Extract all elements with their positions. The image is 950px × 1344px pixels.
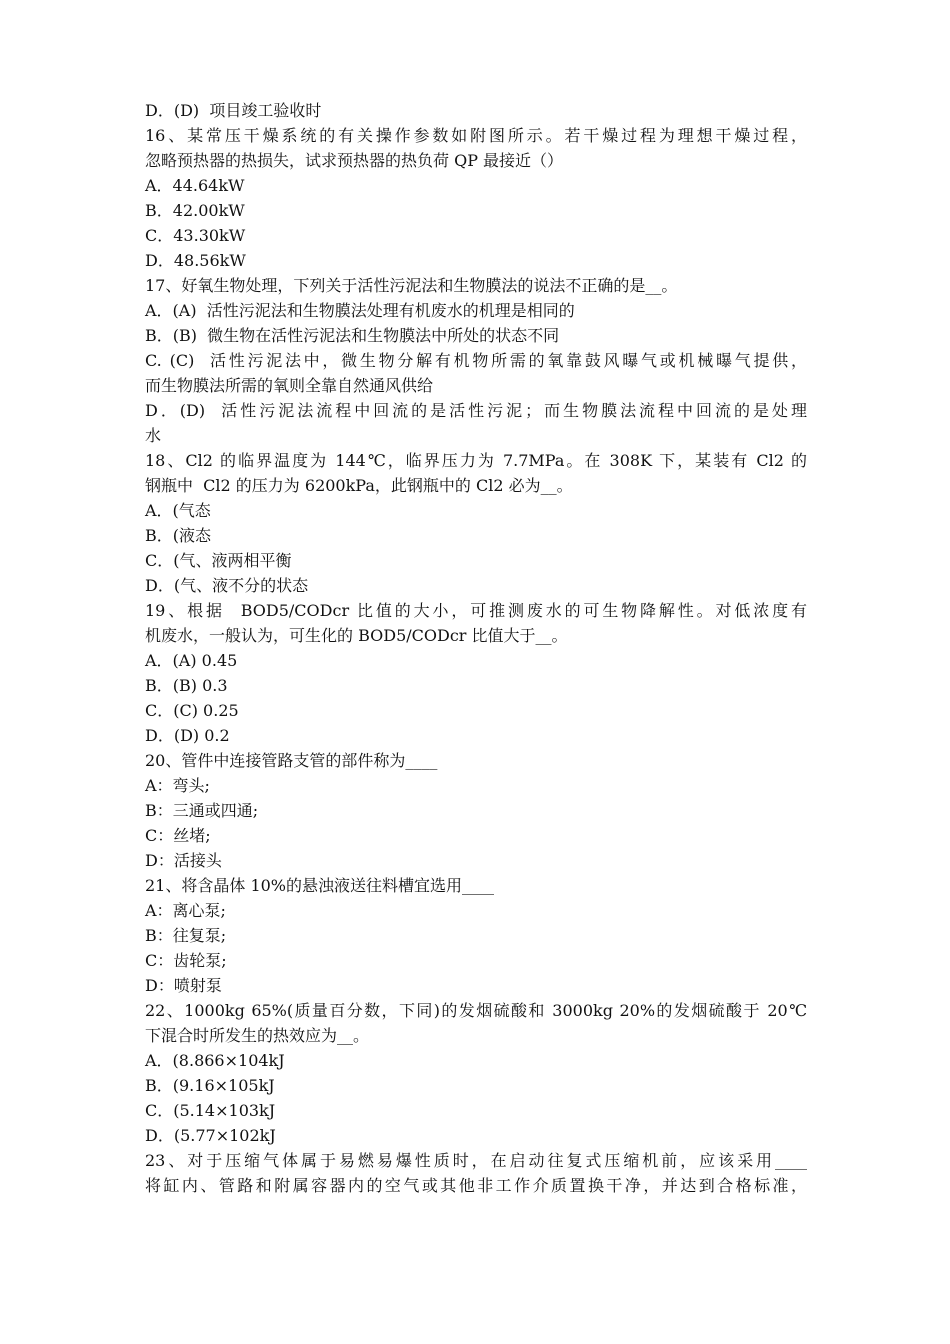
- question-23-stem: 23、对于压缩气体属于易燃易爆性质时，在启动往复式压缩机前，应该采用____: [145, 1151, 807, 1170]
- question-21-stem: 21、将含晶体 10%的悬浊液送往料槽宜选用____: [145, 876, 495, 895]
- option-c: C．(C) 0.25: [145, 701, 239, 720]
- option-b: B：往复泵;: [145, 926, 227, 945]
- text-line: 将缸内、管路和附属容器内的空气或其他非工作介质置换干净，并达到合格标准，: [145, 1176, 807, 1195]
- option-b: B．(B) 微生物在活性污泥法和生物膜法中所处的状态不同: [145, 326, 560, 345]
- question-18-stem: 18、Cl2 的临界温度为 144℃，临界压力为 7.7MPa。在 308K 下，某装有 Cl2 的: [145, 451, 807, 470]
- option-d: D．(D) 0.2: [145, 726, 230, 745]
- question-22-stem: 22、1000kg 65%(质量百分数，下同)的发烟硫酸和 3000kg 20%的发烟硫酸于 20℃: [145, 1001, 807, 1020]
- option-a: A．44.64kW: [145, 176, 245, 195]
- option-a: A．(气态: [145, 501, 211, 520]
- option-d: D：活接头: [145, 851, 222, 870]
- option-c: C．(气、液两相平衡: [145, 551, 292, 570]
- text-line: 钢瓶中 Cl2 的压力为 6200kPa，此钢瓶中的 Cl2 必为__。: [145, 476, 573, 495]
- option-b: B．(液态: [145, 526, 212, 545]
- option-a: A：弯头;: [145, 776, 210, 795]
- text-line: 机废水，一般认为，可生化的 BOD5/CODcr 比值大于__。: [145, 626, 568, 645]
- text-line: 下混合时所发生的热效应为__。: [145, 1026, 370, 1045]
- option-a: A．(8.866×104kJ: [145, 1051, 285, 1070]
- option-c: C. (C) 活性污泥法中，微生物分解有机物所需的氧靠鼓风曝气或机械曝气提供，: [145, 351, 807, 370]
- option-b: B．(9.16×105kJ: [145, 1076, 275, 1095]
- option-d: D．48.56kW: [145, 251, 246, 270]
- question-20-stem: 20、管件中连接管路支管的部件称为____: [145, 751, 438, 770]
- question-19-stem: 19、根据 BOD5/CODcr 比值的大小，可推测废水的可生物降解性。对低浓度有: [145, 601, 807, 620]
- option-b: B．(B) 0.3: [145, 676, 228, 695]
- document-page: [145, 98, 807, 1198]
- text-line: 而生物膜法所需的氧则全靠自然通风供给: [145, 376, 434, 395]
- option-c: C．(5.14×103kJ: [145, 1101, 276, 1120]
- option-d: D．(D) 活性污泥法流程中回流的是活性污泥；而生物膜法流程中回流的是处理: [145, 401, 807, 420]
- question-16-stem: 16、某常压干燥系统的有关操作参数如附图所示。若干燥过程为理想干燥过程，: [145, 126, 807, 145]
- option-c: C：齿轮泵;: [145, 951, 227, 970]
- option-b: B：三通或四通;: [145, 801, 259, 820]
- option-a: A．(A) 活性污泥法和生物膜法处理有机废水的机理是相同的: [145, 301, 575, 320]
- option-c: C：丝堵;: [145, 826, 211, 845]
- option-d: D．(气、液不分的状态: [145, 576, 309, 595]
- text-line: 水: [145, 426, 162, 445]
- text-line: D．(D) 项目竣工验收时: [145, 101, 322, 120]
- question-17-stem: 17、好氧生物处理，下列关于活性污泥法和生物膜法的说法不正确的是__。: [145, 276, 678, 295]
- option-d: D．(5.77×102kJ: [145, 1126, 276, 1145]
- text-line: 忽略预热器的热损失，试求预热器的热负荷 QP 最接近（）: [145, 151, 564, 170]
- option-b: B．42.00kW: [145, 201, 245, 220]
- option-c: C．43.30kW: [145, 226, 246, 245]
- option-a: A：离心泵;: [145, 901, 226, 920]
- option-a: A．(A) 0.45: [145, 651, 238, 670]
- option-d: D：喷射泵: [145, 976, 222, 995]
